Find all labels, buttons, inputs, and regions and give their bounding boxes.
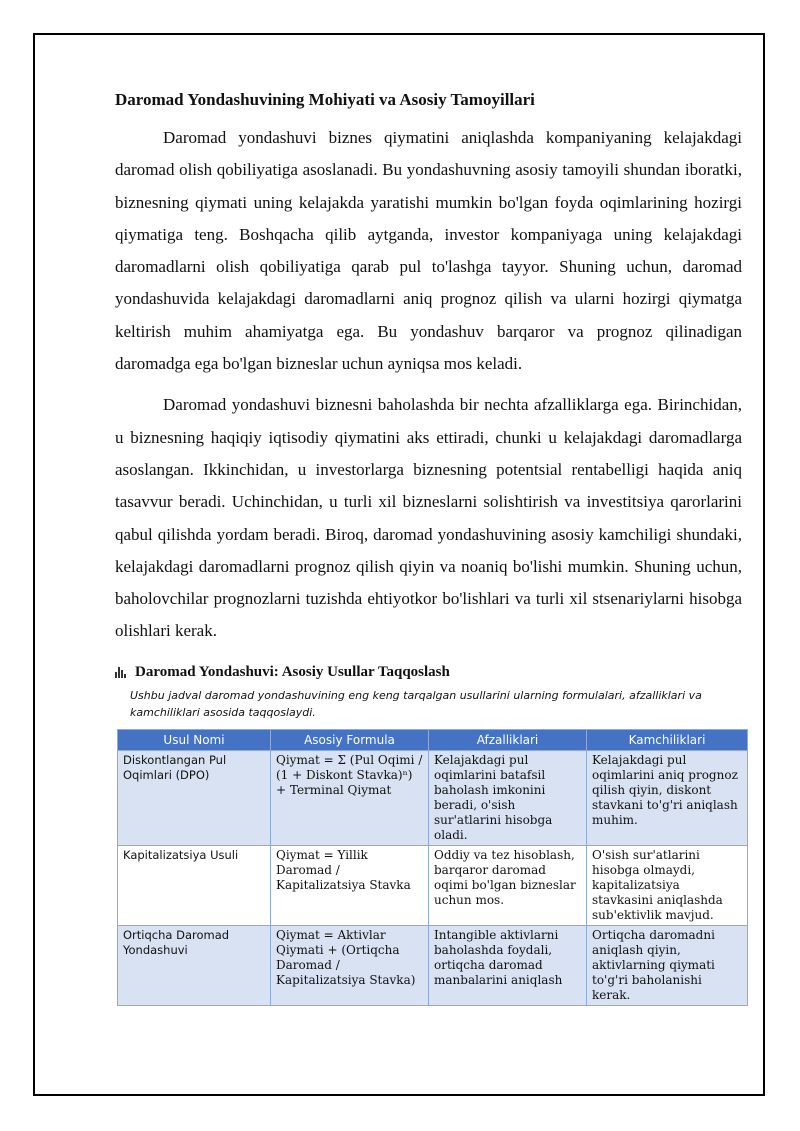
- paragraph-2: Daromad yondashuvi biznesni baholashda bir nechta afzalliklarga ega. Birinchidan, u biznesning haqiqiy iqtisodiy qiymatini aks ettiradi, chunki u kelajakdagi daromadlarga asoslangan. Ikkinchidan, u investorlarga biznesning potentsial rentabelligi haqida aniq tasavvur beradi. Uchinchidan, u turli xil bizneslarni solishtirish va investitsiya qarorlarini qabul qilishda yordam beradi. Biroq, daromad yondashuvining asosiy kamchiligi shundaki, kelajakdagi daromadlarni prognoz qilish qiyin va noaniq bo'lishi mumkin. Shuning uchun, baholovchilar prognozlarni tuzishda ehtiyotkor bo'lishlari va turli xil stsenariylarni hisobga olishlari kerak.: [115, 395, 742, 641]
- table-row: [118, 845, 748, 925]
- method-name-cell: Kapitalizatsiya Usuli: [118, 845, 271, 925]
- header-cons: Kamchiliklari: [587, 729, 748, 750]
- header-formula: Asosiy Formula: [271, 729, 429, 750]
- cons-cell: Ortiqcha daromadni aniqlash qiyin, aktivlarning qiymati to'g'ri baholanishi kerak.: [587, 925, 748, 1005]
- table-row: [118, 925, 748, 1005]
- bar-chart-icon: [115, 666, 129, 678]
- table-row: [118, 750, 748, 845]
- formula-cell: Qiymat = Σ (Pul Oqimi / (1 + Diskont Stavka)ⁿ) + Terminal Qiymat: [271, 750, 429, 845]
- table-title-text: Daromad Yondashuvi: Asosiy Usullar Taqqoslash: [135, 663, 450, 680]
- method-name-cell: Diskontlangan Pul Oqimlari (DPO): [118, 750, 271, 845]
- table-title: [115, 664, 742, 681]
- table-header-row: [118, 729, 748, 750]
- formula-cell: Qiymat = Yillik Daromad / Kapitalizatsiya Stavka: [271, 845, 429, 925]
- table-caption: Ushbu jadval daromad yondashuvining eng keng tarqalgan usullarini ularning formulalari, afzalliklari va kamchiliklari asosida taqqoslaydi.: [130, 688, 702, 719]
- formula-cell: Qiymat = Aktivlar Qiymati + (Ortiqcha Daromad / Kapitalizatsiya Stavka): [271, 925, 429, 1005]
- paragraph-1: Daromad yondashuvi biznes qiymatini aniqlashda kompaniyaning kelajakdagi daromad olish qobiliyatiga asoslanadi. Bu yondashuvning asosiy tamoyili shundan iboratki, biznesning qiymati uning kelajakda yaratishi mumkin bo'lgan foyda oqimlarining hozirgi qiymatiga teng. Boshqacha qilib aytganda, investor kompaniyaga uning kelajakdagi daromadlarni olish qobiliyatiga qarab pul to'lashga tayyor. Shuning uchun, daromad yondashuvida kelajakdagi daromadlarni aniq prognoz qilish va ularni hozirgi qiymatga keltirish muhim ahamiyatga ega. Bu yondashuv barqaror va prognoz qilinadigan daromadga ega bo'lgan bizneslar uchun ayniqsa mos keladi.: [115, 128, 742, 374]
- method-name-cell: Ortiqcha Daromad Yondashuvi: [118, 925, 271, 1005]
- header-pros: Afzalliklari: [429, 729, 587, 750]
- document-body: [115, 88, 742, 1006]
- pros-cell: Oddiy va tez hisoblash, barqaror daromad oqimi bo'lgan bizneslar uchun mos.: [429, 845, 587, 925]
- cons-cell: O'sish sur'atlarini hisobga olmaydi, kapitalizatsiya stavkasini aniqlashda sub'ektivlik mavjud.: [587, 845, 748, 925]
- comparison-table: [117, 729, 748, 1006]
- section-heading: Daromad Yondashuvining Mohiyati va Asosiy Tamoyillari: [115, 90, 535, 109]
- pros-cell: Intangible aktivlarni baholashda foydali, ortiqcha daromad manbalarini aniqlash: [429, 925, 587, 1005]
- cons-cell: Kelajakdagi pul oqimlarini aniq prognoz qilish qiyin, diskont stavkani to'g'ri aniqlash muhim.: [587, 750, 748, 845]
- header-method-name: Usul Nomi: [118, 729, 271, 750]
- pros-cell: Kelajakdagi pul oqimlarini batafsil baholash imkonini beradi, o'sish sur'atlarini hisobga oladi.: [429, 750, 587, 845]
